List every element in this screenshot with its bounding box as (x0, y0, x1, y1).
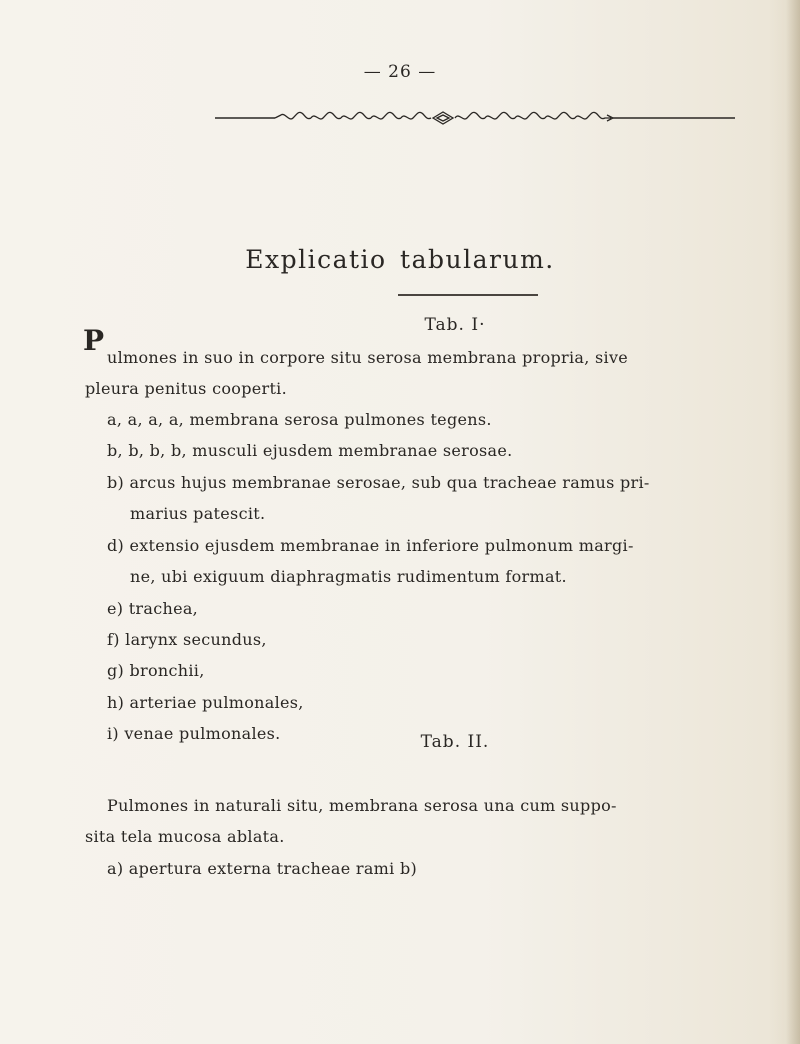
page-edge-shadow (786, 0, 800, 1044)
entry-line: f) larynx secundus, (107, 630, 267, 649)
entry-line: d) extensio ejusdem membranae in inferiore pulmonum margi- (107, 536, 634, 555)
entry-line: a, a, a, a, membrana serosa pulmones tegens. (107, 410, 492, 429)
tab2-line: a) apertura externa tracheae rami b) (107, 859, 418, 878)
entry-line: i) venae pulmonales. (107, 724, 281, 743)
intro-second-line: pleura penitus cooperti. (85, 379, 287, 398)
entry-line: b, b, b, b, musculi ejusdem membranae serosae. (107, 441, 513, 460)
entry-line: marius patescit. (130, 504, 266, 523)
ornamental-rule (215, 106, 735, 130)
tab-heading-1: Tab. I· (424, 315, 486, 335)
drop-cap: P (83, 324, 105, 357)
entry-line: b) arcus hujus membranae serosae, sub qua tracheae ramus pri- (107, 473, 650, 492)
intro-first-line: ulmones in suo in corpore situ serosa membrana propria, sive (107, 348, 629, 367)
section-title: Explicatio tabularum. (245, 245, 555, 274)
entry-line: e) trachea, (107, 599, 199, 618)
tab2-line: Pulmones in naturali situ, membrana serosa una cum suppo- (107, 796, 617, 815)
page-number: — 26 — (363, 62, 437, 82)
tab2-line: sita tela mucosa ablata. (85, 827, 285, 846)
entry-line: h) arteriae pulmonales, (107, 693, 304, 712)
title-underline (398, 294, 538, 296)
tab-heading-2: Tab. II. (420, 732, 490, 752)
entry-line: g) bronchii, (107, 661, 205, 680)
entry-line: ne, ubi exiguum diaphragmatis rudimentum format. (130, 567, 567, 586)
